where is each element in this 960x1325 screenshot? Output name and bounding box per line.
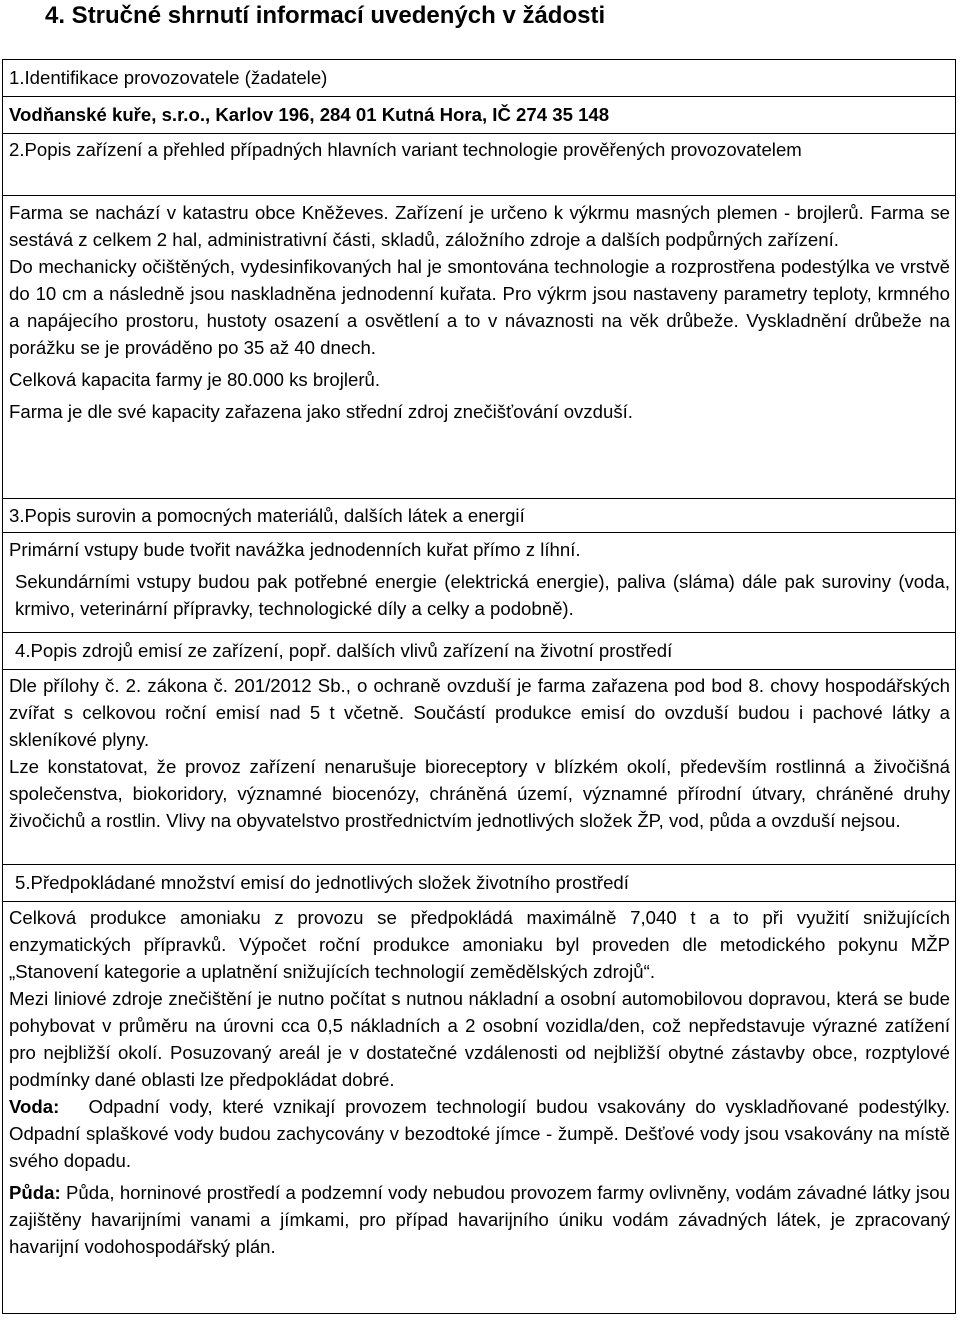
section-2-title: 2.Popis zařízení a přehled případných hlavních variant technologie prověřených provozovatelem	[9, 139, 802, 160]
section-2-paragraph-4: Farma je dle své kapacity zařazena jako střední zdroj znečišťování ovzduší.	[9, 401, 633, 422]
section-2-body-row	[3, 196, 955, 499]
section-1-title: 1.Identifikace provozovatele (žadatele)	[9, 67, 328, 88]
section-5-soil-paragraph	[9, 1179, 956, 1260]
section-5-title: 5.Předpokládané množství emisí do jednotlivých složek životního prostředí	[15, 872, 629, 893]
section-4-paragraph-1: Dle přílohy č. 2. zákona č. 201/2012 Sb., o ochraně ovzduší je farma zařazena pod bod 8. chovy hospodářských zvířat s celkovou roční emisí nad 5 t včetně. Součástí produkce emisí do ovzduší budou i pachové látky a skleníkové plyny.	[9, 675, 950, 750]
section-1-title-row	[3, 60, 955, 97]
section-5-title-row	[3, 865, 955, 902]
section-3-body-row	[3, 533, 955, 633]
section-4-body-row	[3, 670, 955, 865]
operator-identification: Vodňanské kuře, s.r.o., Karlov 196, 284 01 Kutná Hora, IČ 274 35 148	[9, 104, 610, 125]
section-5-body-row	[3, 902, 955, 1313]
section-2-paragraph-2: Do mechanicky očištěných, vydesinfikovaných hal je smontována technologie a rozprostřena podestýlka ve vrstvě do 10 cm a následně jsou naskladněna jednodenní kuřata. Pro výkrm jsou nastaveny parametry teploty, krmného a napájecího prostoru, hustoty osazení a osvětlení a to v návaznosti na věk drůbeže. Vyskladnění drůbeže na porážku se je prováděno po 35 až 40 dnech.	[9, 256, 950, 358]
section-5-water-paragraph	[9, 1093, 956, 1174]
water-label: Voda:	[9, 1096, 60, 1117]
section-5-paragraph-2: Mezi liniové zdroje znečištění je nutno počítat s nutnou nákladní a osobní automobilovou dopravou, která se bude pohybovat v průměru na úrovni cca 0,5 nákladních a 2 osobní vozidla/den, což nepředstavuje výrazné zatížení pro nejbližší okolí. Posuzovaný areál je v dostatečné vzdálenosti od nejbližší obytné zástavby obce, rozptylové podmínky dané oblasti lze předpokládat dobré.	[9, 988, 950, 1090]
section-4-title: 4.Popis zdrojů emisí ze zařízení, popř. dalších vlivů zařízení na životní prostředí	[15, 640, 673, 661]
section-heading: 4. Stručné shrnutí informací uvedených v žádosti	[45, 2, 606, 29]
section-1-body-row	[3, 97, 955, 134]
section-2-paragraph-3: Celková kapacita farmy je 80.000 ks brojlerů.	[9, 369, 381, 390]
section-2-title-row	[3, 134, 955, 196]
section-4-paragraph-2: Lze konstatovat, že provoz zařízení nenarušuje bioreceptory v blízkém okolí, především rostlinná a živočišná společenstva, biokoridory, významné biocenózy, chráněná území, významné přírodní útvary, chráněné druhy živočichů a rostlin. Vlivy na obyvatelstvo prostřednictvím jednotlivých složek ŽP, vod, půda a ovzduší nejsou.	[9, 756, 950, 831]
section-2-paragraph-1: Farma se nachází v katastru obce Kněževes. Zařízení je určeno k výkrmu masných plemen - brojlerů. Farma se sestává z celkem 2 hal, administrativní části, skladů, záložního zdroje a dalších podpůrných zařízení.	[9, 202, 950, 250]
section-3-paragraph-2: Sekundárními vstupy budou pak potřebné energie (elektrická energie), paliva (sláma) dále pak suroviny (voda, krmivo, veterinární přípravky, technologické díly a celky a podobně).	[15, 571, 950, 619]
section-4-title-row	[3, 633, 955, 670]
soil-label: Půda:	[9, 1182, 61, 1203]
soil-text: Půda, horninové prostředí a podzemní vody nebudou provozem farmy ovlivněny, vodám závadné látky jsou zajištěny havarijními vanami a jímkami, pro případ havarijního úniku vodám závadných látek, je zpracovaný havarijní vodohospodářský plán.	[9, 1182, 956, 1257]
section-3-title-row	[3, 499, 955, 533]
section-3-title: 3.Popis surovin a pomocných materiálů, dalších látek a energií	[9, 505, 525, 526]
summary-table	[2, 59, 956, 1314]
water-text: Odpadní vody, které vznikají provozem technologií budou vsakovány do vyskladňované podestýlky. Odpadní splaškové vody budou zachycovány v bezodtoké jímce - žumpě. Dešťové vody jsou vsakovány na místě svého dopadu.	[9, 1096, 956, 1171]
section-5-paragraph-1: Celková produkce amoniaku z provozu se předpokládá maximálně 7,040 t a to při využití snižujících enzymatických přípravků. Výpočet roční produkce amoniaku byl proveden dle metodického pokynu MŽP „Stanovení kategorie a uplatnění snižujících technologií zemědělských zdrojů“.	[9, 907, 950, 982]
section-3-paragraph-1: Primární vstupy bude tvořit navážka jednodenních kuřat přímo z líhní.	[9, 539, 581, 560]
